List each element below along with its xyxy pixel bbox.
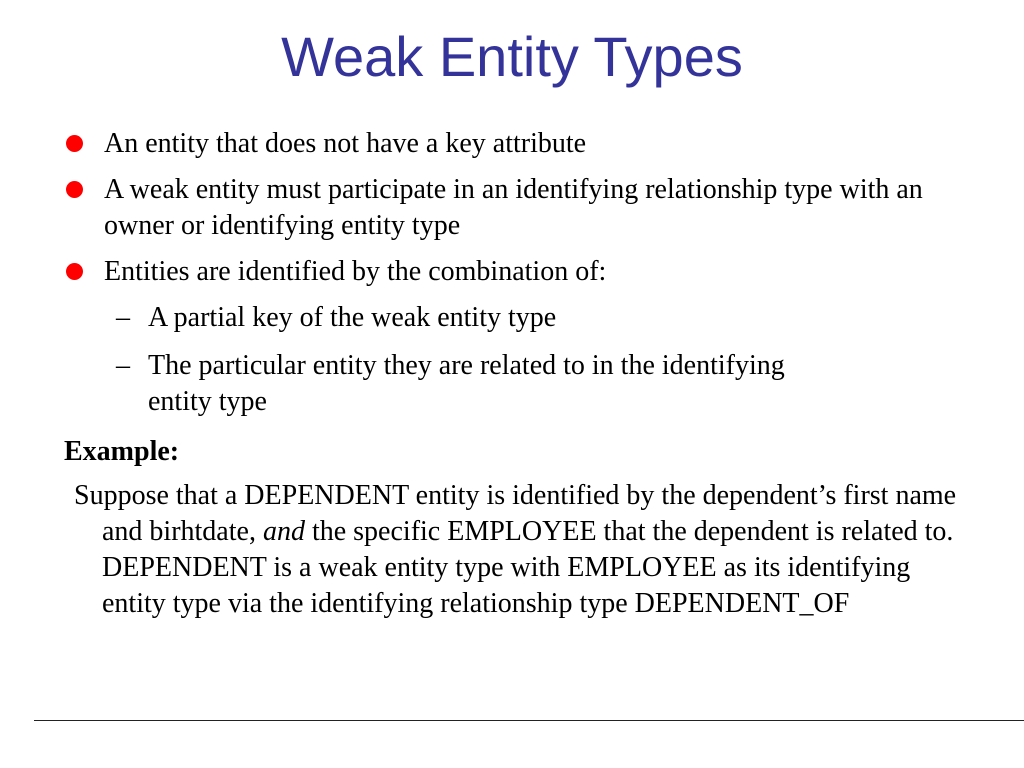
example-emphasis: and [262,516,305,547]
bullet-dot-icon [66,181,83,198]
example-text-before: Suppose that a DEPENDENT entity is identified by the dependent’s first name and birhtdate, [74,480,957,547]
sub-bullet-2 [116,348,916,420]
bullet-dot-icon [66,135,83,152]
bullet-3-text: Entities are identified by the combination of: [104,256,607,287]
sub-bullet-1 [116,300,916,336]
sub-bullet-1-text: A partial key of the weak entity type [148,302,557,333]
bullet-2 [66,172,946,244]
bullet-2-text: A weak entity must participate in an identifying relationship type with an owner or identifying entity type [104,174,923,241]
bullet-1 [66,126,946,162]
dash-marker: – [116,350,130,381]
example-text-after: the specific EMPLOYEE that the dependent is related to. DEPENDENT is a weak entity type with EMPLOYEE as its identifying entity type via the identifying relationship type DEPENDENT_OF [102,516,954,619]
bullet-1-text: An entity that does not have a key attribute [104,128,587,159]
example-label: Example: [64,436,180,467]
bullet-dot-icon [66,263,83,280]
dash-marker: – [116,302,130,333]
sub-bullet-2-text: The particular entity they are related to in the identifying entity type [148,350,785,417]
bullet-3 [66,254,946,290]
footer-divider [34,720,1024,721]
slide-title: Weak Entity Types [281,25,743,88]
example-paragraph [74,478,972,622]
